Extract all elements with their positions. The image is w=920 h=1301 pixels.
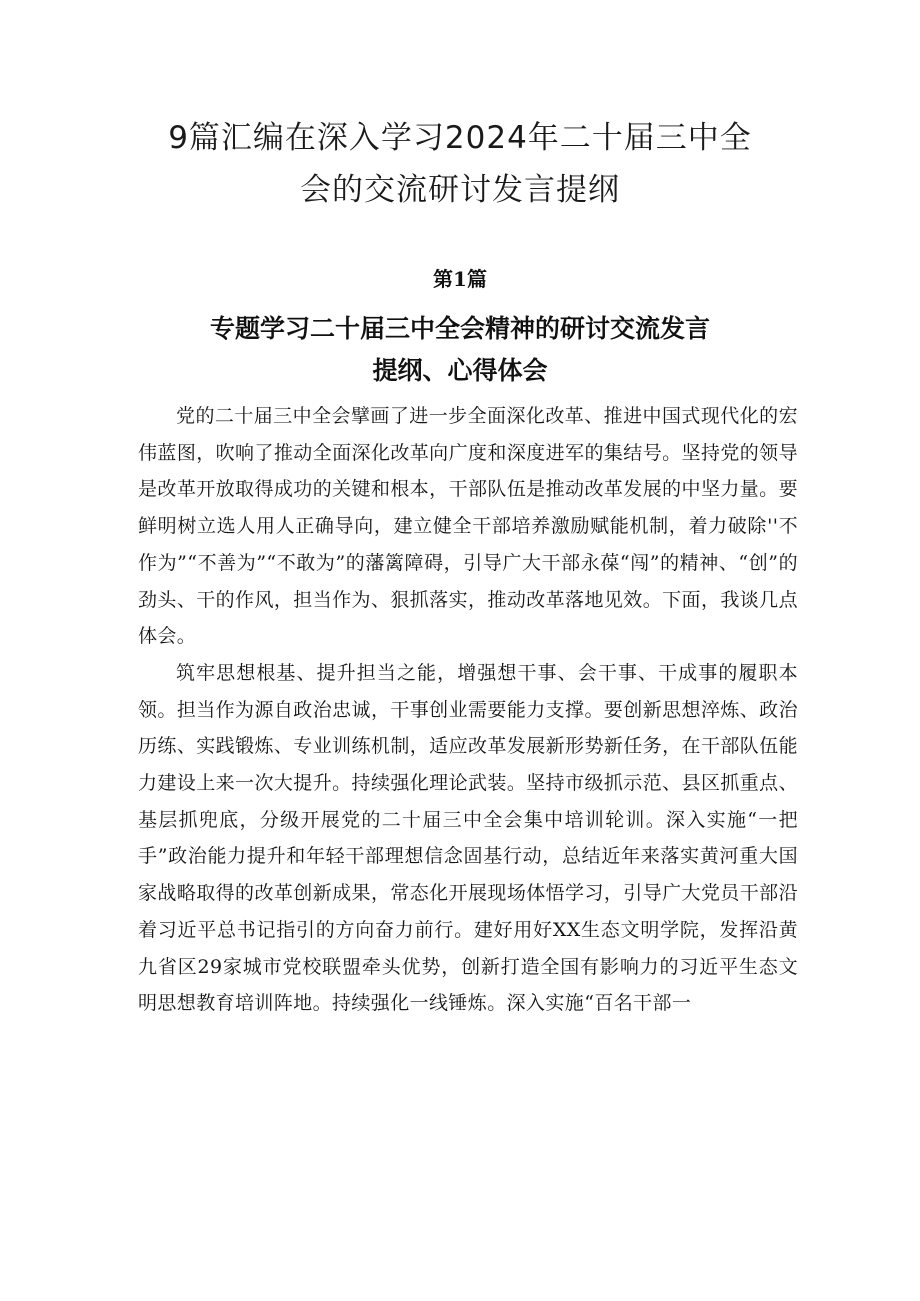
document-title-line-2: 会的交流研讨发言提纲: [300, 172, 620, 208]
section-heading: [100, 308, 820, 392]
paragraph-1: 党的二十届三中全会擘画了进一步全面深化改革、推进中国式现代化的宏伟蓝图，吹响了推动全面深化改革向广度和深度进军的集结号。坚持党的领导是改革开放取得成功的关键和根本，干部队伍是推动改革发展的中坚力量。要鲜明树立选人用人正确导向，建立健全干部培养激励赋能机制，着力破除''不作为”“不善为”“不敢为”的藩篱障碍，引导广大干部永葆“闯”的精神、“创”的劲头、干的作风，担当作为、狠抓落实，推动改革落地见效。下面，我谈几点体会。: [138, 405, 798, 648]
document-title: [120, 112, 800, 216]
document-title-line-1: 9篇汇编在深入学习2024年二十届三中全: [168, 120, 752, 156]
paragraph-2: 筑牢思想根基、提升担当之能，增强想干事、会干事、干成事的履职本领。担当作为源自政治忠诚，干事创业需要能力支撑。要创新思想淬炼、政治历练、实践锻炼、专业训练机制，适应改革发展新形势新任务，在干部队伍能力建设上来一次大提升。持续强化理论武装。坚持市级抓示范、县区抓重点、基层抓兜底，分级开展党的二十届三中全会集中培训轮训。深入实施“一把手”政治能力提升和年轻干部理想信念固基行动，总结近年来落实黄河重大国家战略取得的改革创新成果，常态化开展现场体悟学习，引导广大党员干部沿着习近平总书记指引的方向奋力前行。建好用好XX生态文明学院，发挥沿黄九省区29家城市党校联盟牵头优势，创新打造全国有影响力的习近平生态文明思想教育培训阵地。持续强化一线锤炼。深入实施“百名干部一: [138, 661, 798, 1015]
section-heading-line-2: 提纲、心得体会: [372, 356, 548, 385]
section-number-label: 第1篇: [433, 267, 487, 291]
section-heading-line-1: 专题学习二十届三中全会精神的研讨交流发言: [209, 314, 710, 343]
body-text: [138, 398, 798, 1022]
